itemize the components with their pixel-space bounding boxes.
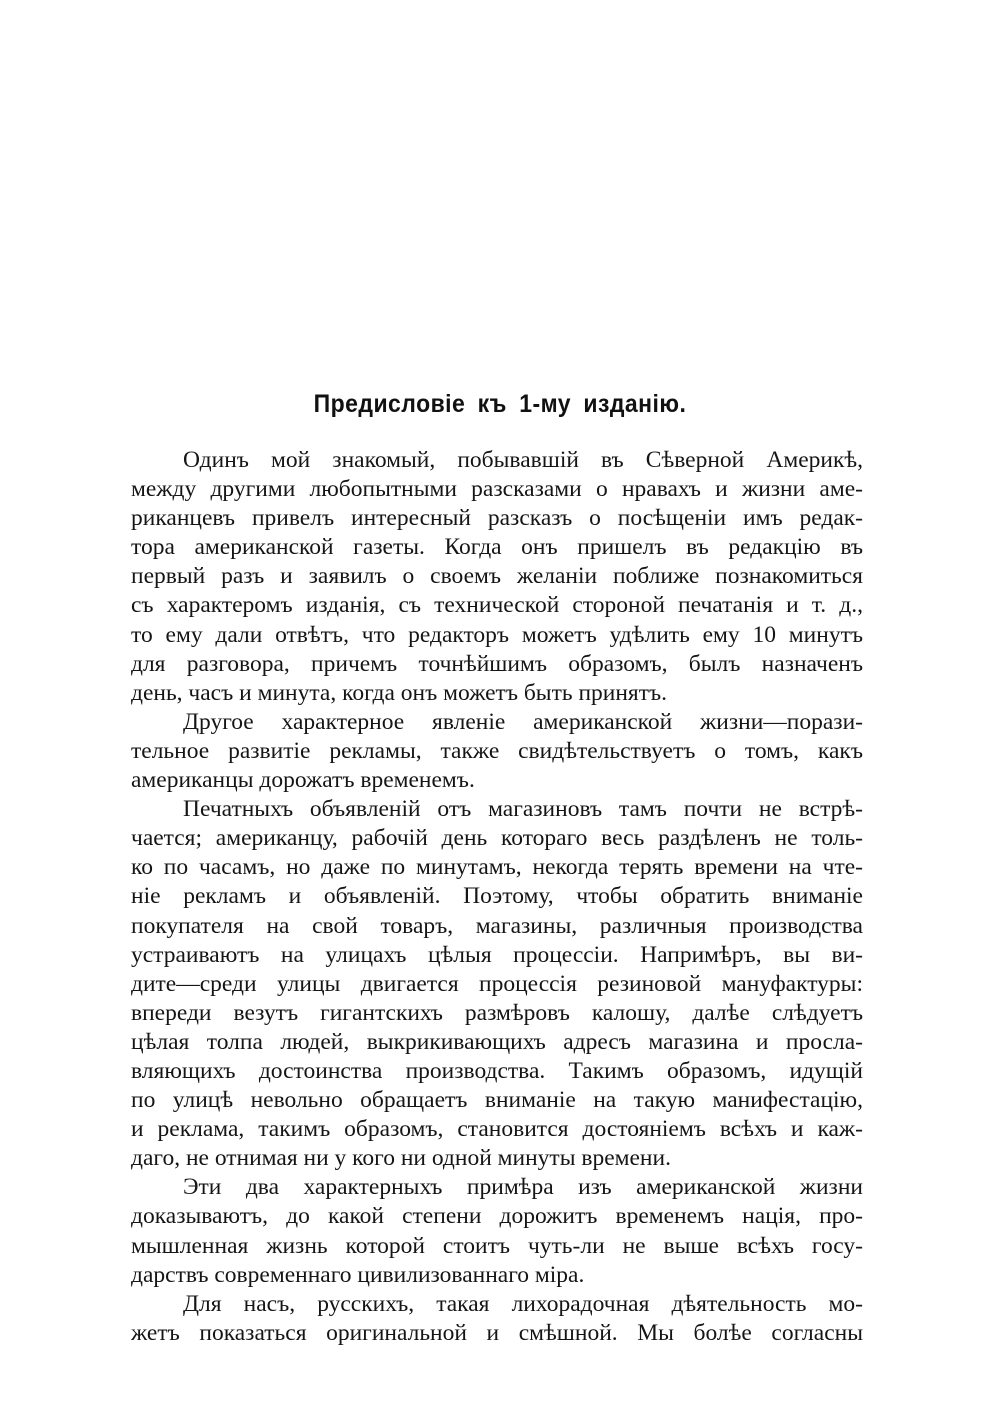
- paragraph-2: [131, 708, 863, 795]
- text-line: то ему дали отвѣтъ, что редакторъ можетъ удѣлить ему 10 минутъ: [131, 621, 863, 648]
- text-line: тельное развитіе рекламы, также свидѣтельствуетъ о томъ, какъ: [131, 737, 863, 764]
- text-line: и реклама, такимъ образомъ, становится достояніемъ всѣхъ и каж-: [131, 1116, 863, 1143]
- text-line: цѣлая толпа людей, выкрикивающихъ адресъ магазина и просла-: [131, 1028, 863, 1055]
- paragraph-1: [131, 446, 863, 708]
- text-line: вляющихъ достоинства производства. Такимъ образомъ, идущій: [131, 1057, 863, 1084]
- paragraph-5: [131, 1290, 863, 1348]
- text-line: риканцевъ привелъ интересный разсказъ о посѣщеніи имъ редак-: [131, 505, 863, 532]
- text-line: мышленная жизнь которой стоитъ чуть-ли не выше всѣхъ госу-: [131, 1232, 863, 1259]
- text-line: дите—среди улицы двигается процессія резиновой мануфактуры:: [131, 970, 863, 997]
- page-title: Предисловіе къ 1-му изданію.: [313, 390, 687, 418]
- text-line: жетъ показаться оригинальной и смѣшной. Мы болѣе согласны: [131, 1319, 863, 1346]
- text-line: Печатныхъ объявленій отъ магазиновъ тамъ почти не встрѣ-: [183, 796, 863, 823]
- text-line: доказываютъ, до какой степени дорожитъ временемъ нація, про-: [131, 1203, 863, 1230]
- text-line: впереди везутъ гигантскихъ размѣровъ калошу, далѣе слѣдуетъ: [131, 999, 863, 1026]
- text-line: американцы дорожатъ временемъ.: [131, 767, 475, 794]
- text-line: Для насъ, русскихъ, такая лихорадочная дѣятельность мо-: [183, 1290, 863, 1317]
- text-line: для разговора, причемъ точнѣйшимъ образомъ, былъ назначенъ: [131, 650, 863, 677]
- text-line: Одинъ мой знакомый, побывавшій въ Сѣверной Америкѣ,: [183, 447, 863, 473]
- body-text: [131, 446, 863, 1348]
- text-line: по улицѣ невольно обращаетъ вниманіе на такую манифестацію,: [131, 1087, 863, 1114]
- paragraph-4: [131, 1173, 863, 1289]
- text-line: устраиваютъ на улицахъ цѣлыя процессіи. Напримѣръ, вы ви-: [131, 941, 863, 968]
- text-line: дарствъ современнаго цивилизованнаго міра.: [131, 1261, 585, 1288]
- text-line: даго, не отнимая ни у кого ни одной минуты времени.: [131, 1145, 671, 1172]
- text-line: ко по часамъ, но даже по минутамъ, некогда терять времени на чте-: [131, 854, 863, 881]
- text-line: съ характеромъ изданія, съ технической стороной печатанія и т. д.,: [131, 592, 863, 619]
- text-line: Другое характерное явленіе американской жизни—порази-: [183, 708, 863, 735]
- text-line: между другими любопытными разсказами о нравахъ и жизни аме-: [131, 476, 863, 503]
- text-line: Эти два характерныхъ примѣра изъ американской жизни: [183, 1174, 863, 1201]
- text-line: первый разъ и заявилъ о своемъ желаніи поближе познакомиться: [131, 563, 863, 590]
- text-line: тора американской газеты. Когда онъ пришелъ въ редакцію въ: [131, 534, 863, 561]
- text-line: покупателя на свой товаръ, магазины, различныя производства: [131, 912, 863, 939]
- text-line: ніе рекламъ и объявленій. Поэтому, чтобы обратить вниманіе: [131, 883, 863, 910]
- text-line: чается; американцу, рабочій день котораго весь раздѣленъ не толь-: [131, 825, 863, 852]
- text-line: день, часъ и минута, когда онъ можетъ быть принятъ.: [131, 679, 668, 706]
- paragraph-3: [131, 795, 863, 1173]
